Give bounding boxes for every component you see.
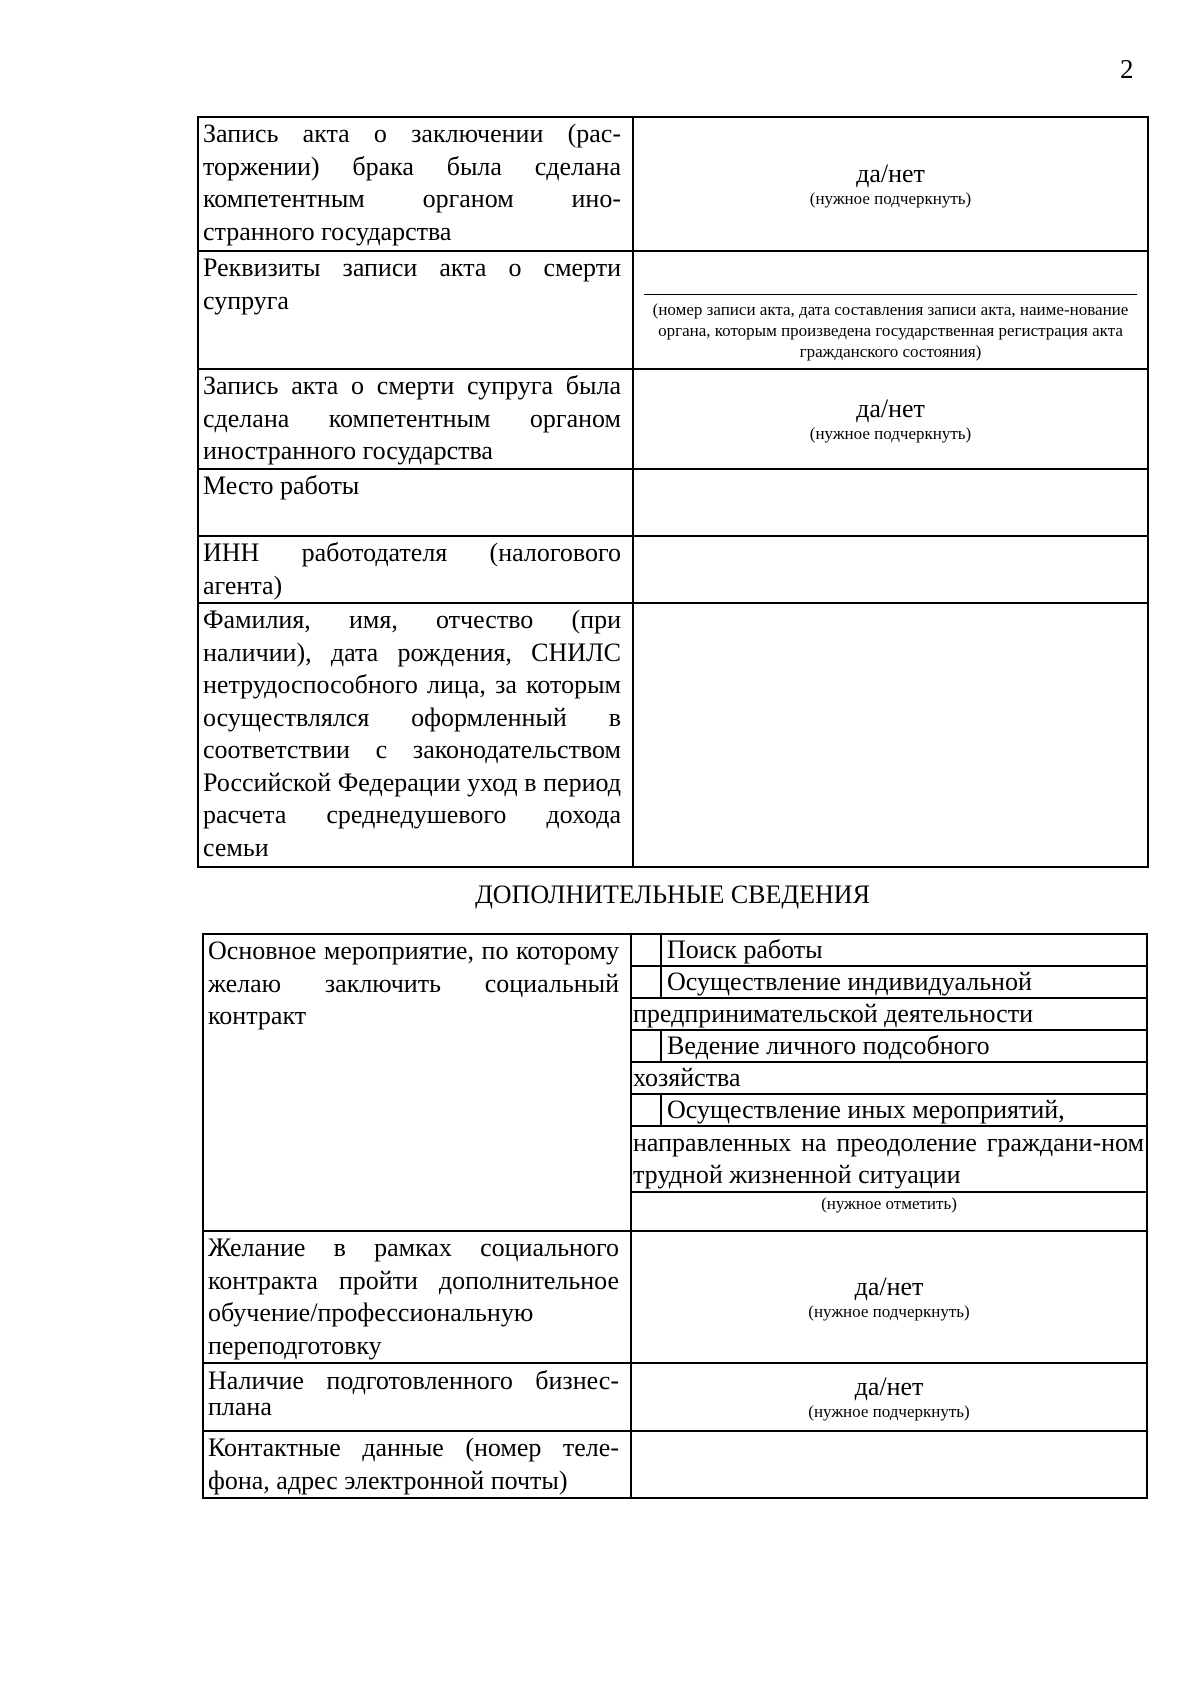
table-row bbox=[203, 934, 1147, 1231]
checkbox[interactable] bbox=[632, 935, 662, 965]
business-plan-answer[interactable] bbox=[631, 1363, 1147, 1431]
checkbox[interactable] bbox=[632, 1095, 662, 1125]
main-activity-label: Основное мероприятие, по которому желаю заключить социальный контракт bbox=[203, 934, 631, 1231]
table-row bbox=[203, 1431, 1147, 1498]
business-plan-label: Наличие подготовленного бизнес-плана bbox=[203, 1363, 631, 1431]
main-activity-options bbox=[631, 934, 1147, 1231]
spouse-death-foreign-label: Запись акта о смерти супруга была сделана компетентным органом иностранного государства bbox=[198, 369, 633, 469]
table-row bbox=[198, 251, 1148, 369]
spouse-death-record-field[interactable] bbox=[633, 251, 1148, 369]
training-answer[interactable] bbox=[631, 1231, 1147, 1363]
workplace-label: Место работы bbox=[198, 469, 633, 536]
training-label: Желание в рамках социального контракта пройти дополнительное обучение/профессиональную переподготовку bbox=[203, 1231, 631, 1363]
table-row bbox=[198, 536, 1148, 603]
yes-no-value: да/нет bbox=[854, 1272, 924, 1301]
employer-inn-field[interactable] bbox=[633, 536, 1148, 603]
table-row bbox=[198, 117, 1148, 251]
underline-hint: (нужное подчеркнуть) bbox=[809, 189, 972, 208]
table-row bbox=[198, 603, 1148, 867]
page-number: 2 bbox=[1120, 54, 1134, 84]
additional-info-table bbox=[202, 933, 1148, 1499]
option-job-search[interactable]: Поиск работы bbox=[632, 935, 1146, 967]
applicant-info-table bbox=[197, 116, 1149, 868]
yes-no-value: да/нет bbox=[856, 159, 925, 188]
table-row bbox=[203, 1363, 1147, 1431]
option-entrepreneurship-cont: предпринимательской деятельности bbox=[632, 999, 1146, 1031]
option-other-activities[interactable]: Осуществление иных мероприятий, bbox=[632, 1095, 1146, 1127]
section-title: ДОПОЛНИТЕЛЬНЫЕ СВЕДЕНИЯ bbox=[475, 880, 870, 909]
marriage-record-foreign-answer[interactable] bbox=[633, 117, 1148, 251]
yes-no-value: да/нет bbox=[856, 394, 925, 423]
spouse-death-foreign-answer[interactable] bbox=[633, 369, 1148, 469]
spouse-death-record-label: Реквизиты записи акта о смерти супруга bbox=[198, 251, 633, 369]
option-household-cont: хозяйства bbox=[632, 1063, 1146, 1095]
checkbox[interactable] bbox=[632, 1031, 662, 1061]
contacts-field[interactable] bbox=[631, 1431, 1147, 1498]
disabled-person-care-label: Фамилия, имя, отчество (при наличии), дата рождения, СНИЛС нетрудоспособного лица, за которым осуществлялся оформленный в соответствии с законодательством Российской Федерации уход в период расчета среднедушевого дохода семьи bbox=[198, 603, 633, 867]
table-row bbox=[198, 369, 1148, 469]
option-other-activities-cont: направленных на преодоление граждани-ном трудной жизненной ситуации bbox=[632, 1127, 1146, 1193]
option-entrepreneurship[interactable]: Осуществление индивидуальной bbox=[632, 967, 1146, 999]
mark-hint: (нужное отметить) bbox=[821, 1194, 957, 1213]
workplace-field[interactable] bbox=[633, 469, 1148, 536]
employer-inn-label: ИНН работодателя (налогового агента) bbox=[198, 536, 633, 603]
marriage-record-foreign-label: Запись акта о заключении (расторжении) брака была сделана компетентным органом иностранного государства bbox=[198, 117, 633, 251]
underline-hint: (нужное подчеркнуть) bbox=[808, 1402, 970, 1421]
table-row bbox=[198, 469, 1148, 536]
checkbox[interactable] bbox=[632, 967, 662, 997]
table-row bbox=[203, 1231, 1147, 1363]
field-hint: (номер записи акта, дата составления записи акта, наиме-нование органа, которым произведена государственная регистрация акта гражданского состояния) bbox=[652, 300, 1129, 361]
yes-no-value: да/нет bbox=[854, 1372, 924, 1401]
disabled-person-care-field[interactable] bbox=[633, 603, 1148, 867]
underline-hint: (нужное подчеркнуть) bbox=[809, 424, 972, 443]
contacts-label: Контактные данные (номер телефона, адрес электронной почты) bbox=[203, 1431, 631, 1498]
option-household[interactable]: Ведение личного подсобного bbox=[632, 1031, 1146, 1063]
underline-hint: (нужное подчеркнуть) bbox=[808, 1302, 970, 1321]
